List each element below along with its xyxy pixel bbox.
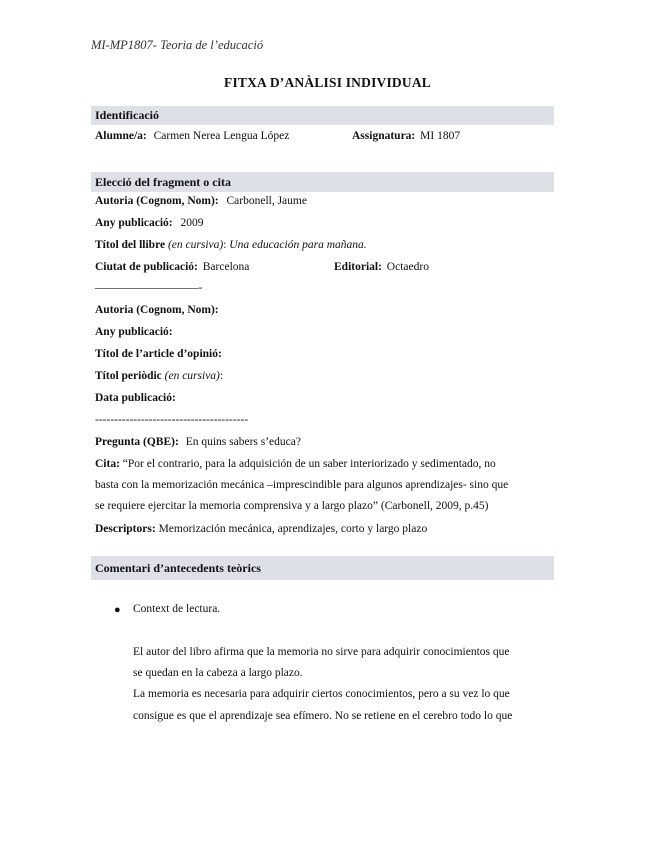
section-comentari-heading: Comentari d’antecedents teòrics bbox=[91, 556, 554, 580]
ciutat-row bbox=[95, 261, 249, 273]
bullet-text: Context de lectura. bbox=[133, 603, 221, 615]
data-label: Data publicació: bbox=[95, 392, 176, 404]
any-label: Any publicació: bbox=[95, 217, 173, 229]
alumne-value: Carmen Nerea Lengua López bbox=[153, 130, 290, 142]
periodic-note: (en cursiva) bbox=[164, 370, 220, 382]
any-row bbox=[95, 217, 204, 229]
separator-dashes-2: ---------------------------------------- bbox=[95, 414, 249, 426]
pregunta-qbe: (QBE): bbox=[143, 436, 179, 448]
autoria-label: Autoria (Cognom, Nom): bbox=[95, 195, 219, 207]
descriptors-row bbox=[95, 523, 427, 535]
periodic-row bbox=[95, 370, 223, 382]
course-header: MI-MP1807- Teoria de l’educació bbox=[91, 38, 264, 52]
any2-label: Any publicació: bbox=[95, 326, 173, 338]
ciutat-label: Ciutat de publicació: bbox=[95, 261, 198, 273]
pregunta-row bbox=[95, 436, 301, 448]
assignatura-label: Assignatura: bbox=[352, 130, 416, 142]
paragraph-2-line-2: consigue es que el aprendizaje sea efímero. No se retiene en el cerebro todo lo que bbox=[133, 710, 513, 722]
any-value: 2009 bbox=[180, 217, 204, 229]
document-title: FITXA D’ANÀLISI INDIVIDUAL bbox=[224, 75, 431, 90]
cita-line-1 bbox=[95, 458, 553, 470]
paragraph-2-line-1: La memoria es necesaria para adquirir ciertos conocimientos, pero a su vez lo que bbox=[133, 688, 510, 700]
assignatura-row bbox=[352, 130, 460, 142]
assignatura-value: MI 1807 bbox=[420, 130, 461, 142]
editorial-row bbox=[334, 261, 429, 273]
cita-label: Cita: bbox=[95, 458, 120, 470]
editorial-value: Octaedro bbox=[386, 261, 429, 273]
alumne-label: Alumne/a: bbox=[95, 130, 147, 142]
periodic-colon: : bbox=[219, 370, 224, 382]
titol-label: Títol del llibre bbox=[95, 239, 166, 251]
periodic-label: Títol periòdic bbox=[95, 370, 162, 382]
descriptors-value: Memorización mecánica, aprendizajes, corto y largo plazo bbox=[158, 523, 428, 535]
autoria2-label: Autoria (Cognom, Nom): bbox=[95, 304, 219, 316]
editorial-label: Editorial: bbox=[334, 261, 382, 273]
titol-note: (en cursiva) bbox=[167, 239, 224, 251]
descriptors-label: Descriptors: bbox=[95, 523, 156, 535]
cita-text-1: “Por el contrario, para la adquisición de un saber interiorizado y sedimentado, no bbox=[122, 458, 496, 470]
cita-line-3: se requiere ejercitar la memoria comprensiva y a largo plazo” (Carbonell, 2009, p.45) bbox=[95, 500, 489, 512]
pregunta-value: En quins sabers s’educa? bbox=[185, 436, 301, 448]
bullet-dot-icon: ● bbox=[114, 604, 121, 616]
autoria-value: Carbonell, Jaume bbox=[226, 195, 307, 207]
autoria-row bbox=[95, 195, 307, 207]
paragraph-1-line-2: se quedan en la cabeza a largo plazo. bbox=[133, 667, 303, 679]
article-label: Títol de l’article d’opinió: bbox=[95, 348, 222, 360]
pregunta-label: Pregunta bbox=[95, 436, 141, 448]
cita-line-2: basta con la memorización mecánica –imprescindible para algunos aprendizajes- sino que bbox=[95, 479, 509, 491]
separator-dashes-1: —————————- bbox=[95, 282, 203, 294]
section-identificacio-heading: Identificació bbox=[91, 106, 554, 125]
paragraph-1-line-1: El autor del libro afirma que la memoria no sirve para adquirir conocimientos que bbox=[133, 646, 510, 658]
ciutat-value: Barcelona bbox=[202, 261, 250, 273]
section-eleccio-heading: Elecció del fragment o cita bbox=[91, 172, 554, 192]
titol-llibre-row: Títol del llibre (en cursiva): Una educación para mañana. bbox=[95, 239, 367, 251]
alumne-row bbox=[95, 130, 289, 142]
titol-value: Una educación para mañana. bbox=[229, 239, 367, 251]
